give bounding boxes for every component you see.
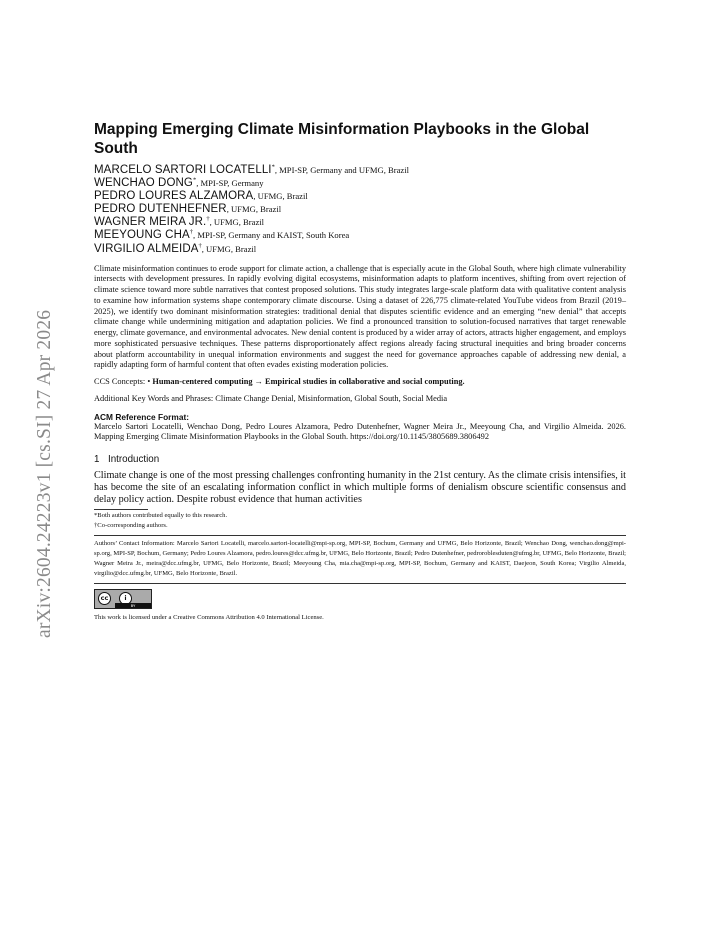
author-name: WENCHAO DONG — [94, 177, 193, 190]
author-list — [94, 164, 626, 256]
introduction-paragraph: Climate change is one of the most pressing challenges confronting humanity in the 21st century. As the climate crisis intensifies, it has become the site of an escalating information conflict in which multiple forms of denialism obscure scientific consensus and delay policy action. Despite robust evidence that human activities — [94, 470, 626, 505]
author-entry — [94, 164, 626, 177]
reference-format-text: Marcelo Sartori Locatelli, Wenchao Dong, Pedro Loures Alzamora, Pedro Dutenhefner, Wagner Meira Jr., Meeyoung Cha, and Virgilio Almeida. 2026. Mapping Emerging Climate Misinformation Playbooks in the Global South. https://doi.org/10.1145/3805689.3806492 — [94, 421, 626, 442]
section-heading — [94, 454, 626, 466]
author-contact-info: Authors’ Contact Information: Marcelo Sartori Locatelli, marcelo.sartori-locatelli@mpi-sp.org, MPI-SP, Bochum, Germany and UFMG, Belo Horizonte, Brazil; Wenchao Dong, wenchao.dong@mpi-sp.org, MPI-SP, Bochum, Germany; Pedro Loures Alzamora, pedro.loures@dcc.ufmg.br, UFMG, Belo Horizonte, Brazil; Pedro Dutenhefner, pedroroblesduten@ufmg.br, UFMG, Belo Horizonte, Brazil; Wagner Meira Jr., meira@dcc.ufmg.br, UFMG, Belo Horizonte, Brazil; Meeyoung Cha, mia.cha@mpi-sp.org, MPI-SP, Bochum, Germany and KAIST, Daejeon, South Korea; Virgilio Almeida, virgilio@dcc.ufmg.br, UFMG, Belo Horizonte, Brazil. — [94, 535, 626, 578]
ccs-label: CCS Concepts: • — [94, 377, 153, 387]
author-affiliation: , UFMG, Brazil — [226, 204, 282, 215]
author-affiliation: , UFMG, Brazil — [209, 217, 265, 228]
author-name: PEDRO DUTENHEFNER — [94, 203, 227, 216]
cc-icon: cc — [98, 592, 111, 605]
keywords: Additional Key Words and Phrases: Climate Change Denial, Misinformation, Global South, Social Media — [94, 393, 448, 403]
author-mark: † — [198, 241, 202, 249]
license-statement: This work is licensed under a Creative Commons Attribution 4.0 International License. — [94, 614, 324, 622]
author-affiliation: , MPI-SP, Germany and KAIST, South Korea — [193, 230, 350, 241]
section-number: 1 — [94, 454, 100, 466]
author-name: MARCELO SARTORI LOCATELLI — [94, 164, 272, 176]
author-entry — [94, 203, 626, 216]
ccs-concepts-value: Human-centered computing → Empirical studies in collaborative and social computing. — [152, 377, 465, 387]
author-entry — [94, 243, 626, 256]
footnote-corresponding: †Co-corresponding authors. — [94, 522, 168, 530]
abstract: Climate misinformation continues to erode support for climate action, a challenge that is especially acute in the Global South, where high climate vulnerability intersects with development pressures. In rapidly evolving digital ecosystems, misinformation adapts to platform incentives, shifting from overt rejection of climate science toward more subtle narratives that contest proposed solutions. This study integrates large-scale platform data with qualitative content analysis to examine how information systems shape contemporary climate discourse. Using a dataset of 226,775 climate-related YouTube videos from Brazil (2019–2025), we identify two dominant misinformation strategies: traditional denial that disputes scientific evidence and an emerging “new denial” that accepts climate change while undermining mitigation and adaptation policies. We find a pronounced transition to solution-focused narratives that target renewable energy, climate governance, and environmental advocates. New denial content is produced by a wider array of actors, attracts higher engagement, and employs more sophisticated persuasive techniques. These patterns disproportionately affect regions already facing structural inequities and bring broader concerns about platform accountability in unequal information environments and suggest the need for governance approaches capable of addressing new denial, a rapidly adapting form of harmful content that often evades existing moderation policies. — [94, 263, 626, 370]
ccs-concepts — [94, 377, 626, 388]
arxiv-sidebar-stamp: arXiv:2604.24223v1 [cs.SI] 27 Apr 2026 — [34, 309, 55, 638]
footnote-equal-contribution: *Both authors contributed equally to this research. — [94, 512, 228, 520]
paper-first-page — [94, 120, 626, 621]
author-name: WAGNER MEIRA JR. — [94, 216, 207, 229]
cc-by-license-badge — [94, 589, 152, 609]
author-entry — [94, 190, 626, 203]
author-mark: * — [271, 163, 275, 171]
author-name: PEDRO LOURES ALZAMORA — [94, 190, 254, 203]
section-title: Introduction — [108, 454, 160, 466]
author-affiliation: , UFMG, Brazil — [253, 191, 308, 202]
author-entry — [94, 216, 626, 229]
by-label: BY — [115, 603, 151, 608]
author-entry — [94, 177, 626, 190]
author-affiliation: , MPI-SP, Germany — [196, 178, 264, 189]
author-mark: † — [206, 215, 210, 223]
contact-divider — [94, 583, 626, 584]
footnote-rule — [94, 509, 148, 510]
author-name: VIRGILIO ALMEIDA — [94, 242, 199, 255]
reference-format-title: ACM Reference Format: — [94, 411, 190, 422]
author-affiliation: , UFMG, Brazil — [201, 243, 257, 254]
author-affiliation: , MPI-SP, Germany and UFMG, Brazil — [274, 165, 410, 175]
author-name: MEEYOUNG CHA — [94, 229, 190, 242]
author-mark: * — [192, 176, 197, 184]
paper-title: Mapping Emerging Climate Misinformation Playbooks in the Global South — [94, 121, 590, 157]
author-mark: † — [189, 228, 194, 236]
author-entry — [94, 229, 626, 242]
attribution-person-icon: i — [119, 592, 132, 605]
